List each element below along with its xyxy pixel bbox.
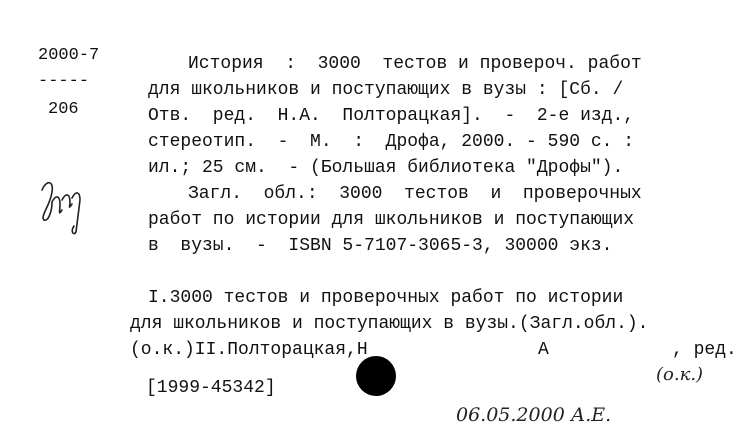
tracing-line-3a: (о.к.)II.Полторацкая,Н xyxy=(130,340,368,360)
call-number-dashes: ----- xyxy=(38,72,90,91)
punch-hole xyxy=(356,356,396,396)
entry-line-6: Загл. обл.: 3000 тестов и проверочных xyxy=(188,184,642,204)
tracing-line-1: I.3000 тестов и проверочных работ по истории xyxy=(148,288,624,308)
entry-line-5: ил.; 25 см. - (Большая библиотека "Дрофы"). xyxy=(148,158,624,178)
entry-line-8: в вузы. - ISBN 5-7107-3065-3, 30000 экз. xyxy=(148,236,613,256)
tracing-line-2: для школьников и поступающих в вузы.(Загл.обл.). xyxy=(130,314,649,334)
entry-line-2: для школьников и поступающих в вузы : [Сб. / xyxy=(148,80,624,100)
tracing-line-3c: , ред. xyxy=(672,340,737,360)
handwritten-initials xyxy=(36,176,92,236)
handwritten-ok-mark: (о.к.) xyxy=(656,364,704,385)
entry-line-3: Отв. ред. Н.А. Полторацкая]. - 2-е изд., xyxy=(148,106,635,126)
entry-line-4: стереотип. - М. : Дрофа, 2000. - 590 с. : xyxy=(148,132,635,152)
entry-line-1: История : 3000 тестов и провероч. работ xyxy=(188,54,642,74)
registration-number: [1999-45342] xyxy=(146,378,276,398)
entry-line-7: работ по истории для школьников и поступающих xyxy=(148,210,635,230)
handwritten-date-note: 06.05.2000 А.Е. xyxy=(456,404,612,426)
call-number-line1: 2000-7 xyxy=(38,46,100,65)
call-number-line3: 206 xyxy=(48,100,79,119)
tracing-line-3b: А xyxy=(538,340,549,360)
